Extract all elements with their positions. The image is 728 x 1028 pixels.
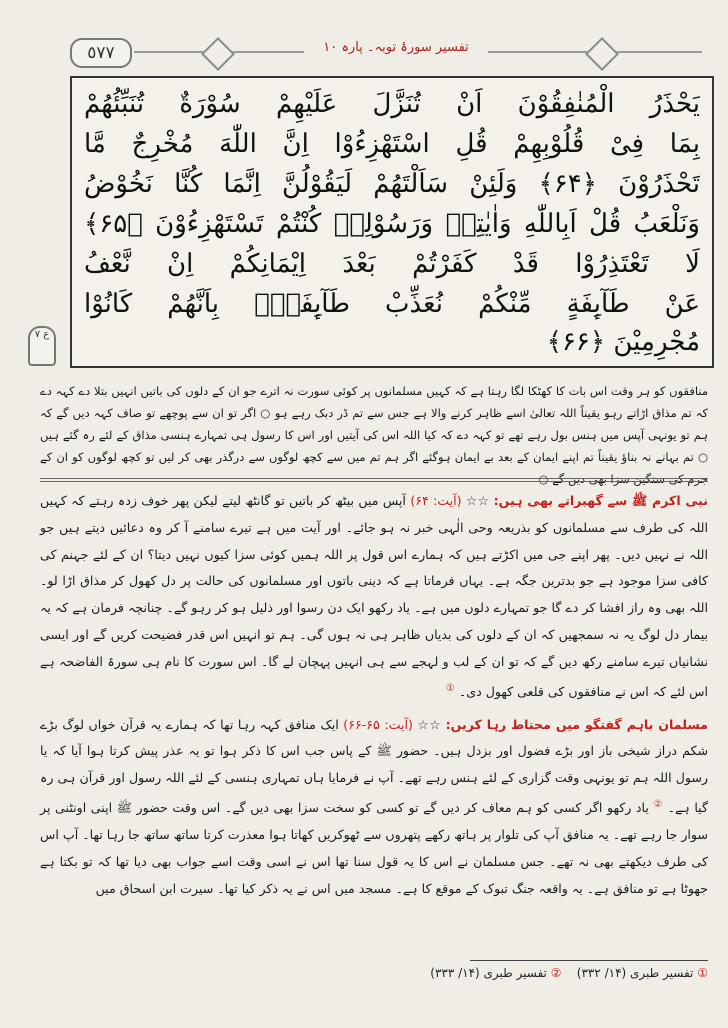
footnote-marker: ② (653, 798, 664, 810)
stars-icon: ☆☆ (417, 716, 442, 732)
ornament-knot-icon (585, 37, 619, 71)
quran-line: عَنْ طَآىِٕفَةٍ مِّنْكُمْ نُعَذِّبْ طَآىِٕفَةًۢ بِاَنَّھُمْ كَانُوْا (84, 289, 700, 319)
footnote-rule (470, 960, 708, 961)
footnote-marker: ① (445, 682, 455, 694)
section-heading: مسلمان باہم گفتگو میں محتاط رہا کریں: (445, 716, 708, 732)
quran-line: بِمَا فِیْ قُلُوْبِھِمْ قُلِ اسْتَھْزِءُوْا اِنَّ اللّٰهَ مُخْرِجٌ مَّا (84, 129, 700, 159)
ornament-knot-icon (201, 37, 235, 71)
footnote-text: تفسیر طبری (۱۴/ ۳۳۳) (430, 966, 547, 980)
section-divider (40, 478, 708, 482)
footnote-number: ① (697, 966, 708, 980)
translation-block (40, 380, 708, 490)
footnotes (300, 966, 708, 980)
page-number: ٥٧٧ (70, 38, 132, 68)
ayah-reference: (آیت: ۶۴) (410, 493, 462, 508)
ayah-reference: (آیت: ۶۵-۶۶) (343, 716, 413, 732)
page-header (70, 34, 710, 70)
commentary-body: آپس میں بیٹھ کر باتیں تو گانٹھ لیتے لیکن پھر خوف زدہ رہتے کہ کہیں اللہ کی طرف سے مسلمانوں کو بذریعہ وحی الٰہی خبر نہ ہو جائے۔ اور آیت میں ہے تیرے سامنے آ کر وہ دعائیں دیتے ہیں جو اللہ نے نہیں دیں۔ پھر اپنے جی میں اکڑتے ہیں کہ ہمارے اس قول پر اللہ ہمیں کوئی سزا کیوں نہیں دیتا؟ ان کے لئے جہنم کی کافی سزا موجود ہے جو بدترین جگہ ہے۔ یہاں فرماتا ہے کہ دینی باتوں اور مسلمانوں کی حالت پر دل کھول کر مذاق اڑا لو۔ اللہ بھی وہ راز افشا کر دے گا جو تمہارے دلوں میں ہے۔ یاد رکھو ایک دن رسوا اور ذلیل ہو کر رہو گے۔ چنانچہ فرمان ہے کہ یہ بیمار دل لوگ یہ نہ سمجھیں کہ ان کے دلوں کی بدیاں ظاہر ہی نہ ہوں گی۔ ہم تو انہیں اس قدر فضیحت کریں گے اور ایسی نشانیاں تیرے سامنے رکھ دیں گے کہ تو ان کے لب و لہجے سے ہی انہیں پہچان لے گا۔ اس سورت کا نام ہی سورۃ الفاضحہ ہے اس لئے کہ اس نے منافقوں کی قلعی کھول دی۔ (40, 493, 708, 699)
commentary-section-2 (40, 712, 708, 903)
quran-line: مُجْرِمِیْنَ ﴿۶۶﴾ (546, 327, 700, 357)
quran-line: وَنَلْعَبُ قُلْ اَبِاللّٰهِ وَاٰیٰتِهٖ وَرَسُوْلِهٖ كُنْتُمْ تَسْتَھْزِءُوْنَ ﴿۶۵﴾ (84, 209, 700, 239)
commentary-body: ایک منافق کہہ رہا تھا کہ ہمارے یہ قرآن خواں لوگ بڑے شکم دراز شیخی باز اور بڑے فضول اور بزدل ہیں۔ حضور ﷺ کے پاس جب اس کا ذکر ہوا تو یہ عذر پیش کرتا ہوا آیا کہ یا رسول اللہ ہم تو یونہی وقت گزاری کے لئے ہنس رہے تھے۔ آپ نے فرمایا ہاں تمہاری ہنسی کے لئے اللہ رسول اور قرآن ہی رہ گیا ہے۔ (40, 716, 708, 816)
translation-text: منافقوں کو ہر وقت اس بات کا کھٹکا لگا رہتا ہے کہ کہیں مسلمانوں پر کوئی سورت نہ اترے جو ان کے دلوں کی باتیں انہیں بتلا دے کہہ دے کہ تم مذاق اڑاتے رہو یقیناً اللہ تعالیٰ اسے ظاہر کرنے والا ہے جس سے تم ڈر دبک رہے ہو ○ اگر تو ان سے پوچھے تو صاف کہہ دیں گے کہ ہم تو یونہی آپس میں ہنس بول رہے تھے تو کہہ دے کہ کیا اللہ اس کی آیتیں اور اس کا رسول ہی تمہارے ہنسی مذاق کے لئے رہ گئے ہیں ○ تم بہانے نہ بناؤ یقیناً تم اپنے ایمان کے بعد بے ایمان ہوگئے اگر ہم تم میں سے کچھ لوگوں سے درگذر بھی کر لیں تو کچھ لوگوں کو ان کے جرم کی سنگین سزا بھی دیں گے ○ (40, 384, 708, 486)
footnote-number: ② (550, 966, 562, 980)
commentary-section-1 (40, 488, 708, 706)
ruku-marker: ع ۷ (28, 326, 56, 366)
quran-line: لَا تَعْتَذِرُوْا قَدْ كَفَرْتُمْ بَعْدَ اِیْمَانِكُمْ اِنْ نَّعْفُ (84, 249, 700, 279)
quran-line: یَحْذَرُ الْمُنٰفِقُوْنَ اَنْ تُنَزَّلَ عَلَیْھِمْ سُوْرَةٌ تُنَبِّئُھُمْ (84, 89, 700, 119)
stars-icon: ☆☆ (465, 493, 490, 508)
footnote-text: تفسیر طبری (۱۴/ ۳۳۲) (576, 966, 694, 980)
commentary-block (40, 488, 708, 902)
section-heading: نبی اکرم ﷺ سے گھبراتے بھی ہیں: (493, 493, 709, 508)
quran-text-box (70, 76, 714, 368)
commentary-body: یاد رکھو اگر کسی کو ہم معاف کر دیں گے تو کسی کو سخت سزا بھی دیں گے۔ اس وقت حضور ﷺ اپنی اونٹنی پر سوار جا رہے تھے۔ یہ منافق آپ کی تلوار پر ہاتھ رکھے پتھروں سے ٹھوکریں کھاتا ہوا معذرت کرتا ساتھ ساتھ جا رہا تھا۔ آپ اس کی طرف دیکھتے بھی نہ تھے۔ جس مسلمان نے اس کا یہ قول سنا تھا اس نے اسی وقت اسے جواب بھی دیا تھا کہ تو بکتا ہے جھوٹا ہے تو منافق ہے۔ یہ واقعہ جنگ تبوک کے موقع کا ہے۔ مسجد میں اس نے یہ ذکر کیا تھا۔ سیرت ابن اسحاق میں (40, 800, 708, 896)
quran-line: تَحْذَرُوْنَ ﴿۶۴﴾ وَلَئِنْ سَاَلْتَھُمْ لَیَقُوْلُنَّ اِنَّمَا كُنَّا نَخُوْضُ (84, 169, 700, 199)
running-title: تفسیر سورۂ توبہ۔ پارہ ۱۰ (323, 40, 469, 55)
